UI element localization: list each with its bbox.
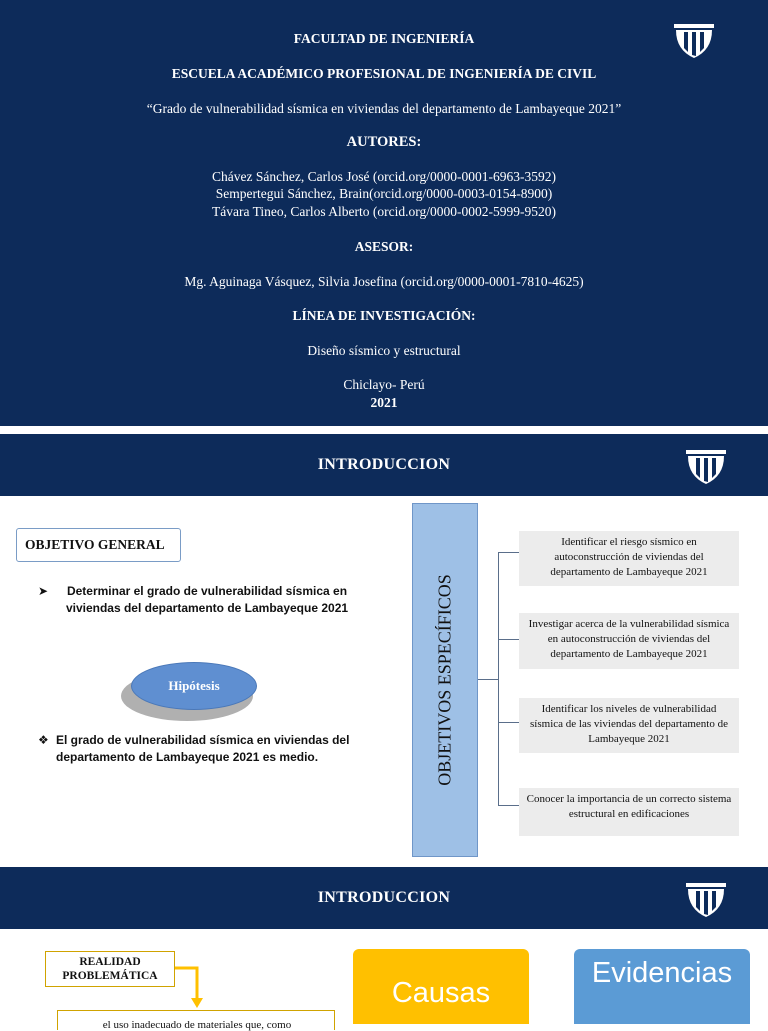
slide3-header-bar — [0, 867, 768, 929]
author-1: Chávez Sánchez, Carlos José (orcid.org/0000-0001-6963-3592) — [212, 169, 556, 184]
slide2-title: INTRODUCCION — [317, 456, 451, 473]
hypothesis-text: El grado de vulnerabilidad sísmica en viviendas del departamento de Lambayeque 2021 es medio. — [56, 733, 350, 764]
university-logo-icon — [684, 879, 728, 919]
author-3: Távara Tineo, Carlos Alberto (orcid.org/0000-0002-5999-9520) — [212, 204, 556, 219]
specific-objective-2: Investigar acerca de la vulnerabilidad sísmica en autoconstrucción de viviendas del departamento de Lambayeque 2021 — [519, 613, 739, 669]
research-line-heading: LÍNEA DE INVESTIGACIÓN: — [292, 308, 476, 323]
specific-objective-4: Conocer la importancia de un correcto sistema estructural en edificaciones — [519, 788, 739, 836]
author-2: Sempertegui Sánchez, Brain(orcid.org/0000-0003-0154-8900) — [215, 186, 553, 201]
university-logo-icon — [684, 446, 728, 486]
specific-objective-3: Identificar los niveles de vulnerabilidad sísmica de las viviendas del departamento de Lambayeque 2021 — [519, 698, 739, 753]
thesis-title: “Grado de vulnerabilidad sísmica en viviendas del departamento de Lambayeque 2021” — [146, 101, 622, 116]
slide3-title: INTRODUCCION — [317, 889, 451, 906]
cover-slide — [0, 0, 768, 426]
advisor-heading: ASESOR: — [354, 239, 414, 254]
specific-objectives-bar — [412, 503, 478, 857]
connector-trunk — [498, 552, 499, 805]
arrow-down-icon — [170, 962, 210, 1012]
advisor-name: Mg. Aguinaga Vásquez, Silvia Josefina (orcid.org/0000-0001-7810-4625) — [184, 274, 584, 289]
school-title: ESCUELA ACADÉMICO PROFESIONAL DE INGENIERÍA DE CIVIL — [171, 66, 597, 81]
connector-branch — [498, 722, 519, 723]
general-objective — [38, 583, 358, 617]
arrow-bullet-icon: ➤ — [38, 584, 49, 598]
connector-line — [478, 679, 498, 680]
faculty-title: FACULTAD DE INGENIERÍA — [293, 31, 475, 46]
general-objective-label: OBJETIVO GENERAL — [16, 528, 181, 562]
slide2-header-bar — [0, 434, 768, 496]
hypothesis-ellipse: Hipótesis — [131, 662, 257, 710]
causes-card: Causas — [353, 949, 529, 1024]
specific-objective-1: Identificar el riesgo sísmico en autoconstrucción de viviendas del departamento de Lambayeque 2021 — [519, 531, 739, 586]
specific-objectives-label: OBJETIVOS ESPECÍFICOS — [434, 574, 455, 786]
research-line: Diseño sísmico y estructural — [307, 343, 461, 358]
place: Chiclayo- Perú — [343, 377, 425, 392]
connector-branch — [498, 552, 519, 553]
connector-branch — [498, 805, 519, 806]
diamond-bullet-icon: ❖ — [38, 733, 49, 747]
year: 2021 — [370, 395, 398, 410]
problem-label: REALIDAD PROBLEMÁTICA — [45, 951, 175, 987]
hypothesis — [38, 732, 356, 766]
evidence-card: Evidencias — [574, 949, 750, 1024]
problem-text-box — [57, 1010, 335, 1030]
authors-heading: AUTORES: — [346, 134, 422, 150]
connector-branch — [498, 639, 519, 640]
problem-text: el uso inadecuado de materiales que, como — [102, 1019, 292, 1031]
general-objective-text: Determinar el grado de vulnerabilidad sísmica en viviendas del departamento de Lambayeque 2021 — [65, 584, 349, 615]
